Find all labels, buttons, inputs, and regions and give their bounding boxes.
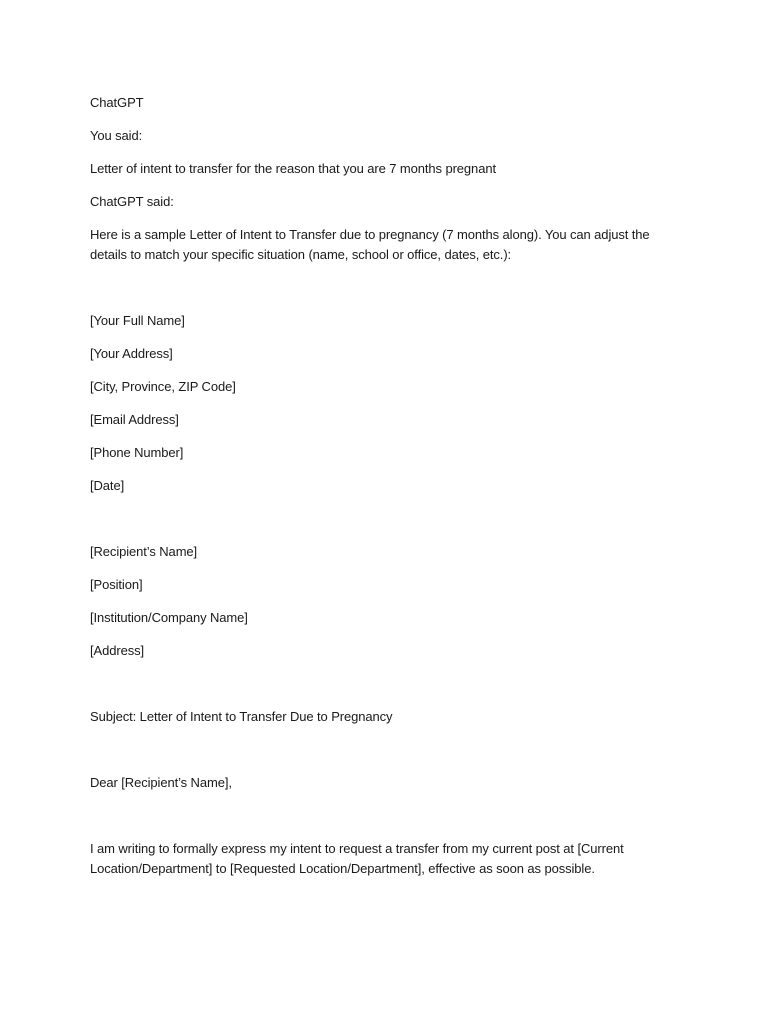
document-page — [90, 93, 670, 892]
sender-full-name: [Your Full Name] — [90, 313, 185, 328]
letter-body-paragraph: I am writing to formally express my intent to request a transfer from my current post at [Current Location/Department] to [Requested Location/Department], effective as soon as possible. — [90, 841, 624, 876]
letter-subject: Subject: Letter of Intent to Transfer Due to Pregnancy — [90, 709, 393, 724]
assistant-said-label: ChatGPT said: — [90, 194, 174, 209]
user-prompt: Letter of intent to transfer for the reason that you are 7 months pregnant — [90, 161, 496, 176]
sender-city-line: [City, Province, ZIP Code] — [90, 379, 236, 394]
sender-phone: [Phone Number] — [90, 445, 184, 460]
recipient-position: [Position] — [90, 577, 143, 592]
you-said-label: You said: — [90, 128, 143, 143]
recipient-address: [Address] — [90, 643, 145, 658]
app-name: ChatGPT — [90, 95, 144, 110]
sender-date: [Date] — [90, 478, 125, 493]
letter-salutation: Dear [Recipient’s Name], — [90, 775, 232, 790]
recipient-institution: [Institution/Company Name] — [90, 610, 248, 625]
recipient-name: [Recipient’s Name] — [90, 544, 198, 559]
sender-email: [Email Address] — [90, 412, 179, 427]
sender-address: [Your Address] — [90, 346, 173, 361]
assistant-intro: Here is a sample Letter of Intent to Transfer due to pregnancy (7 months along). You can adjust the details to match your specific situation (name, school or office, dates, etc.): — [90, 227, 650, 262]
